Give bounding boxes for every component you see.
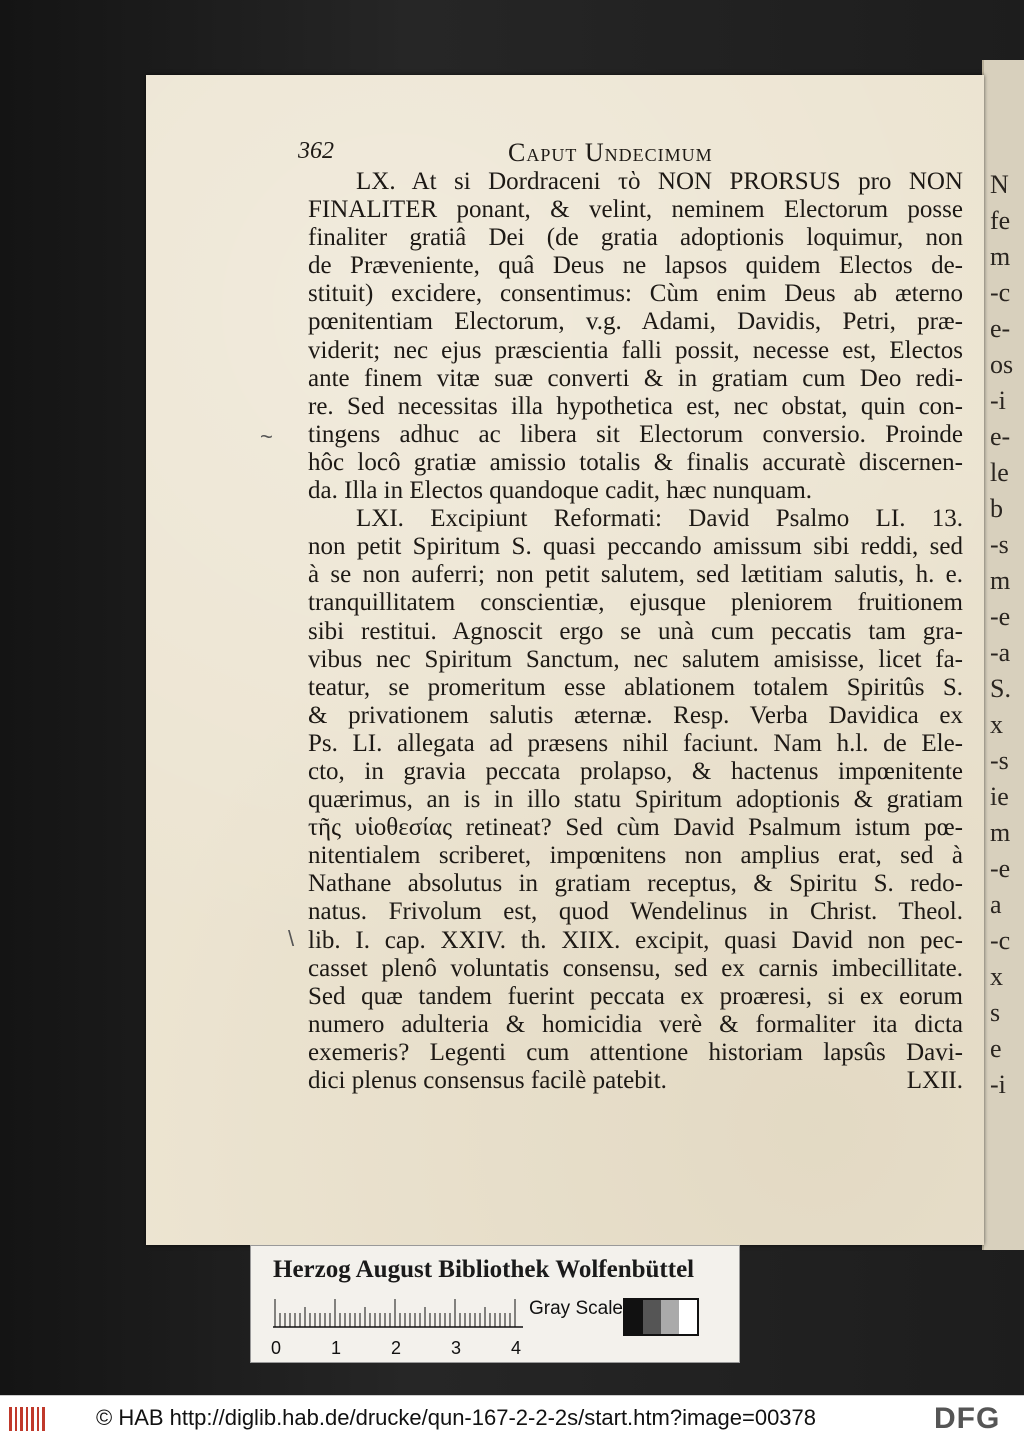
adjacent-page-fragment: m: [990, 242, 1011, 271]
text-line: exemeris? Legenti cum attentione historiam lapsûs Davi-: [308, 1038, 963, 1066]
ruler-scale: [273, 1298, 523, 1328]
text-line: Sed quæ tandem fuerint peccata ex proæresi, si ex eorum: [308, 982, 963, 1010]
gray-swatch: [661, 1300, 679, 1334]
adjacent-page-fragment: -i: [990, 386, 1006, 415]
text-line: lib. I. cap. XXIV. th. XIIX. excipit, quasi David non pec-: [308, 926, 963, 954]
text-line: casset plenô voluntatis consensu, sed ex carnis imbecillitate.: [308, 954, 963, 982]
library-label-card: [250, 1245, 740, 1363]
adjacent-page-fragment: e-: [990, 422, 1011, 451]
adjacent-page-fragment: -a: [990, 638, 1011, 667]
adjacent-page-fragment: m: [990, 818, 1011, 847]
adjacent-page-fragment: S.: [990, 674, 1011, 703]
text-line: non petit Spiritum S. quasi peccando amissum sibi reddi, sed: [308, 533, 963, 561]
text-line: stituit) excidere, consentimus: Cùm enim Deus ab æterno: [308, 280, 963, 308]
copyright-link[interactable]: © HAB http://diglib.hab.de/drucke/qun-167-2-2-2s/start.htm?image=00378: [96, 1405, 817, 1430]
ruler-number: 1: [331, 1338, 342, 1358]
ruler-number: 2: [391, 1338, 402, 1358]
adjacent-page-fragment: -c: [990, 926, 1011, 955]
text-line: à se non auferri; non petit salutem, sed lætitiam salutis, h. e.: [308, 561, 963, 589]
adjacent-page-fragment: N: [990, 170, 1009, 199]
margin-dash-mark: ~: [260, 424, 273, 449]
text-line: cto, in gravia peccata prolapso, & hactenus impœnitente: [308, 757, 963, 785]
adjacent-page-edge: [982, 60, 1024, 1250]
adjacent-page-fragment: x: [990, 962, 1003, 991]
adjacent-page-fragment: -e: [990, 854, 1011, 883]
adjacent-page-fragment: s: [990, 998, 1001, 1027]
margin-dash-mark: \: [288, 926, 295, 951]
adjacent-page-fragment: -s: [990, 746, 1009, 775]
footer-bar: [0, 1395, 1024, 1441]
gray-scale-swatches: [623, 1298, 699, 1336]
text-line: sibi restitui. Agnoscit ergo se unà cum peccatis tam gra-: [308, 617, 963, 645]
text-line: vibus nec Spiritum Sanctum, nec salutem amisisse, licet fa-: [308, 645, 963, 673]
library-name: Herzog August Bibliothek Wolfenbüttel: [273, 1256, 695, 1283]
text-line: Ps. LI. allegata ad præsens nihil faciunt. Nam h.l. de Ele-: [308, 729, 963, 757]
adjacent-page-fragment: b: [990, 494, 1003, 523]
adjacent-page-fragment: fe: [990, 206, 1011, 235]
text-line: natus. Frivolum est, quod Wendelinus in Christ. Theol.: [308, 898, 963, 926]
adjacent-page-fragment: e: [990, 1034, 1002, 1063]
adjacent-page-fragment: m: [990, 566, 1011, 595]
adjacent-page-fragment: ie: [990, 782, 1009, 811]
adjacent-page-fragment: x: [990, 710, 1003, 739]
gray-swatch: [679, 1300, 697, 1334]
ruler-number: 3: [451, 1338, 462, 1358]
page-number: 362: [298, 138, 334, 164]
text-line: & privationem salutis æternæ. Resp. Verba Davidica ex: [308, 701, 963, 729]
text-line: da. Illa in Electos quandoque cadit, hæc nunquam.: [308, 477, 813, 505]
text-line: numero adulteria & homicidia verè & formaliter ita dicta: [308, 1010, 963, 1038]
adjacent-page-fragment: -s: [990, 530, 1009, 559]
dfg-logo: DFG: [934, 1402, 1001, 1435]
adjacent-page-fragment: -i: [990, 1070, 1006, 1099]
text-line: ante finem vitæ suæ converti & in gratiam cum Deo redi-: [308, 364, 963, 392]
text-line: tingens adhuc ac libera sit Electorum conversio. Proinde: [308, 420, 963, 448]
adjacent-page-fragment: -e: [990, 602, 1011, 631]
text-line: nitentialem scriberet, impœnitens non amplius erat, sed à: [308, 842, 963, 870]
ruler-number: 0: [271, 1338, 282, 1358]
text-line: viderit; nec ejus præscientia falli possit, necesse est, Electos: [308, 336, 963, 364]
text-line: re. Sed necessitas illa hypothetica est, nec obstat, quin con-: [308, 392, 963, 420]
text-line: Nathane absolutus in gratiam receptus, & Spiritu S. redo-: [308, 870, 963, 898]
chapter-title: Caput Undecimum: [508, 138, 713, 167]
text-line: pœnitentiam Electorum, v.g. Adami, Davidis, Petri, præ-: [308, 308, 963, 336]
text-line: tranquillitatem conscientiæ, ejusque pleniorem fruitionem: [308, 589, 963, 617]
running-head: [298, 138, 978, 172]
text-line: hôc locô gratiæ amissio totalis & finalis accuratè discernen-: [308, 448, 963, 476]
gray-scale-label: Gray Scale: [529, 1298, 623, 1319]
adjacent-page-fragment: os: [990, 350, 1014, 379]
text-line: τῆς υἱοθεσίας retineat? Sed cùm David Psalmum istum pœ-: [308, 814, 963, 842]
text-line: FINALITER ponant, & velint, neminem Electorum posse: [308, 196, 963, 224]
adjacent-page-fragment: e-: [990, 314, 1011, 343]
text-line: teatur, se promeritum esse ablationem totalem Spiritûs S.: [308, 673, 963, 701]
gray-swatch: [643, 1300, 661, 1334]
ruler-number: 4: [511, 1338, 522, 1358]
body-text: [308, 168, 963, 1095]
text-line: LXI. Excipiunt Reformati: David Psalmo LI. 13.: [356, 505, 963, 533]
text-line: LX. At si Dordraceni τὸ NON PRORSUS pro NON: [356, 168, 963, 195]
text-line: quærimus, an is in illo statu Spiritum adoptionis & gratiam: [308, 786, 963, 814]
barcode-stripes-icon: [8, 1405, 48, 1433]
gray-swatch: [625, 1300, 643, 1334]
text-line: de Præveniente, quâ Deus ne lapsos quidem Electos de-: [308, 252, 963, 280]
adjacent-page-fragment: -c: [990, 278, 1011, 307]
adjacent-page-fragment: a: [990, 890, 1002, 919]
text-line: finaliter gratiâ Dei (de gratia adoptionis loquimur, non: [308, 224, 963, 252]
final-line-text: dici plenus consensus facilè patebit.: [308, 1067, 667, 1094]
final-line: [308, 1067, 963, 1095]
catchword: LXII.: [906, 1067, 963, 1094]
adjacent-page-fragment: le: [990, 458, 1009, 487]
